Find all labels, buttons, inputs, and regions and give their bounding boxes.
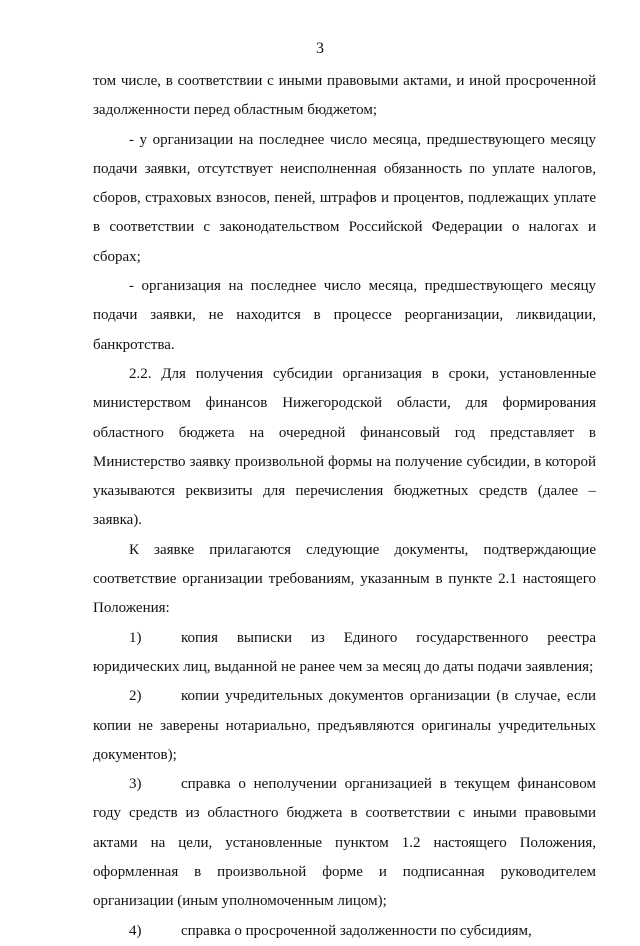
list-item-text: справка о неполучении организацией в текущем финансовом году средств из областного бюджета в соответствии с иными правовыми актами на цели, установленные пунктом 1.2 настоящего Положения, оформленная в произвольной форме и подписанная руководителем организации (иным уполномоченным лицом);: [93, 776, 596, 910]
list-item-number: 4): [129, 922, 142, 939]
list-item-number: 1): [129, 629, 142, 646]
list-item-4: [93, 917, 596, 946]
paragraph-attachments-intro: К заявке прилагаются следующие документы, подтверждающие соответствие организации требованиям, указанным в пункте 2.1 настоящего Положения:: [93, 541, 596, 617]
paragraph-condition-reorganization: - организация на последнее число месяца, предшествующего месяцу подачи заявки, не находится в процессе реорганизации, ликвидации, банкротства.: [93, 278, 596, 353]
list-item-text: копии учредительных документов организации (в случае, если копии не заверены нотариально, предъявляются оригиналы учредительных документов);: [93, 688, 596, 763]
paragraph-condition-taxes: - у организации на последнее число месяца, предшествующего месяцу подачи заявки, отсутствует неисполненная обязанность по уплате налогов, сборов, страховых взносов, пеней, штрафов и процентов, подлежащих уплате в соответствии с законодательством Российской Федерации о налогах и сборах;: [93, 131, 596, 265]
list-item-text: копия выписки из Единого государственного реестра юридических лиц, выданной не ранее чем за месяц до даты подачи заявления;: [93, 629, 596, 675]
page-number: 3: [316, 40, 324, 57]
list-item-3: [93, 770, 596, 916]
list-item-number: 3): [129, 776, 142, 793]
paragraph-continuation: том числе, в соответствии с иными правовыми актами, и иной просроченной задолженности перед областным бюджетом;: [93, 73, 596, 119]
document-body: [93, 67, 596, 946]
list-item-text: справка о просроченной задолженности по субсидиям,: [181, 922, 532, 939]
list-item-number: 2): [129, 688, 142, 705]
list-item-1: [93, 624, 596, 683]
paragraph-section-2-2: 2.2. Для получения субсидии организация в сроки, установленные министерством финансов Нижегородской области, для формирования областного бюджета на очередной финансовый год представляет в Министерство заявку произвольной формы на получение субсидии, в которой указываются реквизиты для перечисления бюджетных средств (далее – заявка).: [93, 365, 596, 529]
list-item-2: [93, 682, 596, 770]
